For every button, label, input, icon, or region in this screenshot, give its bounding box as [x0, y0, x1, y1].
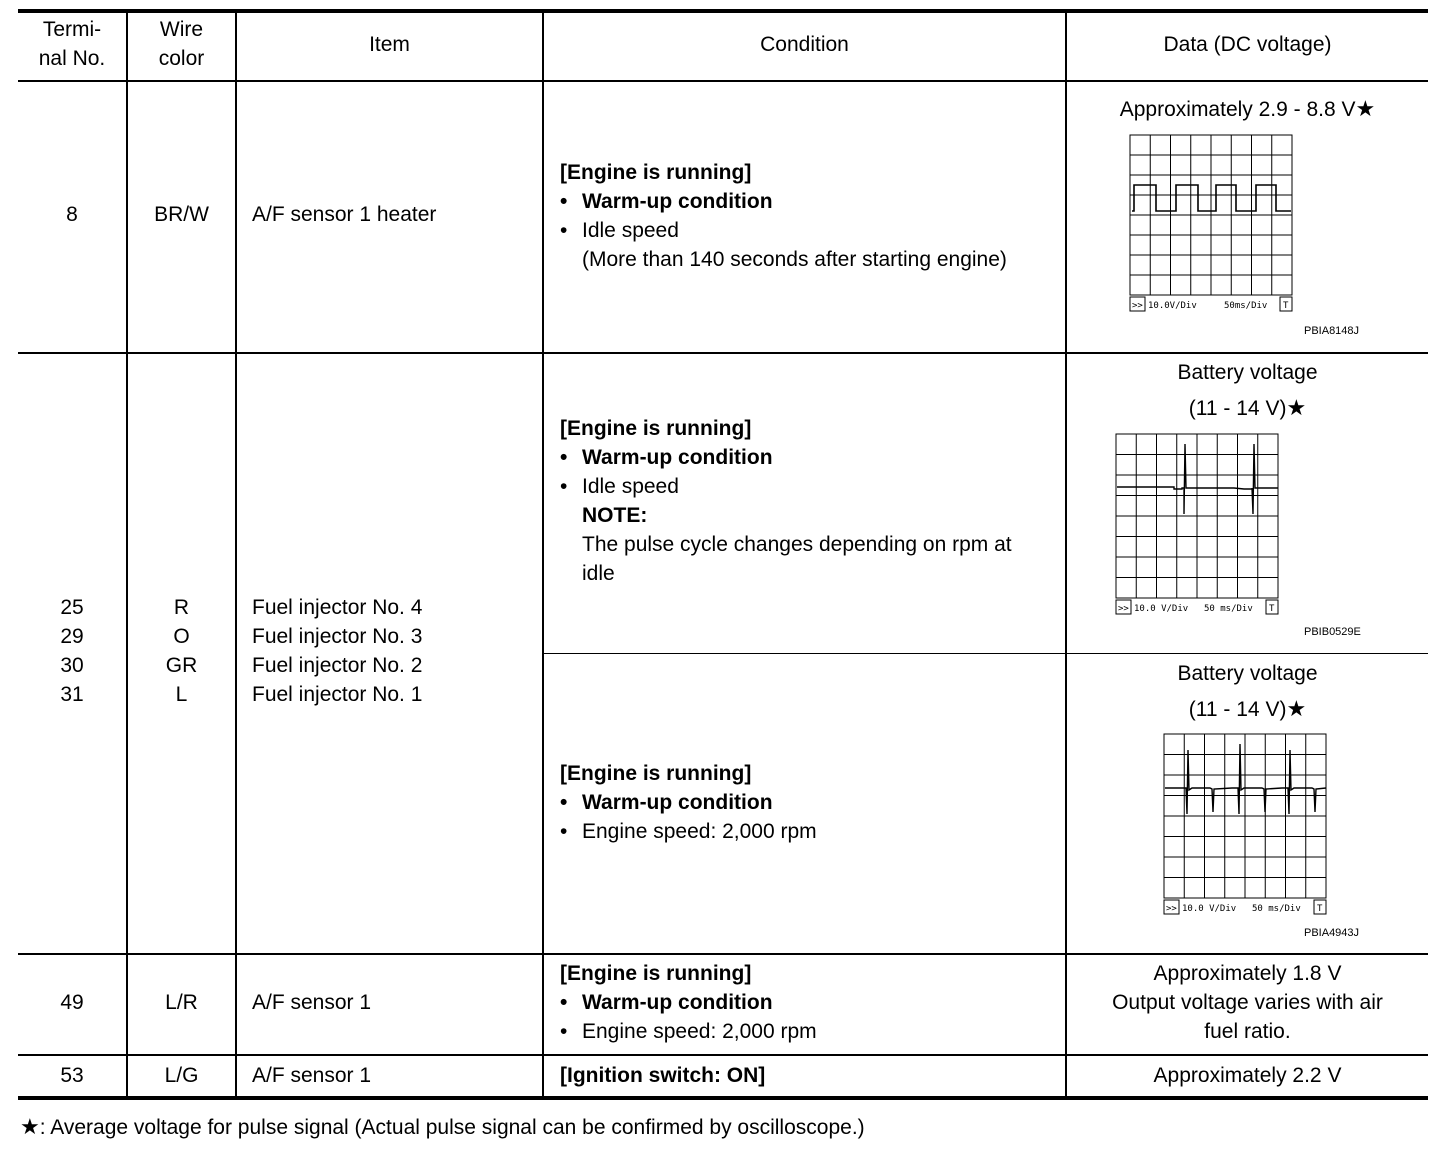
row49-data-line1: Approximately 1.8 V	[1153, 962, 1342, 985]
column-divider	[235, 11, 237, 1098]
header-terminal	[18, 15, 126, 73]
idle-condition-warmup: Warm-up condition	[582, 446, 773, 469]
row8-condition-idle: Idle speed	[582, 219, 679, 242]
rpm-data	[1067, 659, 1428, 724]
row49-condition-heading: [Engine is running]	[560, 962, 752, 985]
footnote-text: : Average voltage for pulse signal (Actual pulse signal can be confirmed by oscilloscope.)	[39, 1116, 865, 1139]
rpm-condition-bullet: •	[560, 820, 568, 843]
column-divider	[126, 11, 128, 1098]
scope-time-div: 50ms/Div	[1224, 301, 1268, 311]
injector-items	[252, 593, 422, 709]
row49-data-line2: Output voltage varies with air	[1112, 991, 1383, 1014]
header-wire-line2: color	[158, 47, 205, 70]
oscilloscope-waveform-heater	[1128, 133, 1296, 315]
row49-condition-bullet: •	[560, 1020, 568, 1043]
header-wire	[128, 15, 235, 73]
row49-data	[1067, 959, 1428, 1046]
header-wire-line1: Wire	[159, 18, 204, 41]
idle-condition-note-text: The pulse cycle changes depending on rpm at	[582, 533, 1012, 556]
row49-condition-bullet: •	[560, 991, 568, 1014]
row8-condition-note: (More than 140 seconds after starting engine)	[582, 248, 1007, 271]
oscilloscope-waveform-2000rpm	[1162, 732, 1330, 916]
row53-wire: L/G	[164, 1064, 199, 1087]
oscilloscope-waveform-idle	[1114, 432, 1282, 616]
idle-condition-note-text: idle	[582, 562, 615, 585]
injector-terminal: 30	[60, 654, 84, 677]
footnote	[20, 1112, 865, 1142]
scope-volt-div: 10.0 V/Div	[1182, 904, 1237, 914]
idle-data-line1: Battery voltage	[1177, 361, 1318, 384]
figure-caption: PBIB0529E	[1304, 626, 1361, 638]
injector-wire: L	[175, 683, 188, 706]
row8-item: A/F sensor 1 heater	[252, 203, 437, 226]
injector-wires	[128, 593, 235, 709]
row49-terminal: 49	[60, 991, 84, 1014]
figure-caption: PBIA8148J	[1304, 325, 1360, 337]
row8-condition-heading: [Engine is running]	[560, 161, 752, 184]
row8-data	[1067, 94, 1428, 124]
column-divider	[1065, 11, 1067, 1098]
idle-condition-bullet: •	[560, 446, 568, 469]
idle-data-line2	[1067, 393, 1428, 423]
row53-item: A/F sensor 1	[252, 1064, 372, 1087]
row8-wire: BR/W	[154, 203, 209, 226]
scope-volt-div: 10.0V/Div	[1148, 301, 1197, 311]
star-icon: ★	[1286, 696, 1307, 721]
header-terminal-line2: nal No.	[38, 47, 106, 70]
injector-terminal: 29	[60, 625, 84, 648]
idle-condition-bullet: •	[560, 475, 568, 498]
scope-trigger: T	[1283, 301, 1289, 311]
injector-terminals	[18, 593, 126, 709]
injector-wire: O	[173, 625, 190, 648]
rpm-data-line2	[1067, 694, 1428, 724]
row-divider	[18, 352, 1428, 354]
injector-item: Fuel injector No. 1	[252, 683, 423, 706]
rpm-condition-heading: [Engine is running]	[560, 762, 752, 785]
scope-time-div: 50 ms/Div	[1204, 604, 1253, 614]
row-divider	[18, 953, 1428, 955]
row49-condition-speed: Engine speed: 2,000 rpm	[582, 1020, 817, 1043]
row8-terminal: 8	[66, 203, 78, 226]
row-divider	[18, 1054, 1428, 1056]
header-condition: Condition	[760, 33, 849, 56]
injector-item: Fuel injector No. 2	[252, 654, 423, 677]
scope-volt-div: 10.0 V/Div	[1134, 604, 1189, 614]
injector-terminal: 25	[60, 596, 84, 619]
idle-condition-heading: [Engine is running]	[560, 417, 752, 440]
header-bottom-rule	[18, 80, 1428, 82]
table-top-rule	[18, 9, 1428, 13]
star-icon: ★	[20, 1114, 40, 1139]
column-divider	[542, 11, 544, 1098]
rpm-data-line1: Battery voltage	[1177, 662, 1318, 685]
row49-wire: L/R	[165, 991, 198, 1014]
scope-time-div: 50 ms/Div	[1252, 904, 1301, 914]
row8-data-value: Approximately 2.9 - 8.8 V	[1119, 98, 1356, 121]
injector-wire: GR	[165, 654, 198, 677]
scope-mark: >>	[1132, 301, 1143, 311]
rpm-condition-speed: Engine speed: 2,000 rpm	[582, 820, 817, 843]
rpm-data-range: (11 - 14 V)	[1188, 698, 1287, 721]
row49-data-line3: fuel ratio.	[1204, 1020, 1291, 1043]
row8-condition-bullet: •	[560, 190, 568, 213]
row-divider	[543, 653, 1428, 654]
injector-wire: R	[173, 596, 190, 619]
scope-trigger: T	[1317, 904, 1323, 914]
idle-condition-idle: Idle speed	[582, 475, 679, 498]
star-icon: ★	[1355, 96, 1376, 121]
header-terminal-line1: Termi-	[42, 18, 102, 41]
figure-caption: PBIA4943J	[1304, 927, 1360, 939]
row53-terminal: 53	[60, 1064, 84, 1087]
idle-condition-note-label: NOTE:	[582, 504, 648, 527]
row53-data: Approximately 2.2 V	[1153, 1064, 1342, 1087]
injector-item: Fuel injector No. 3	[252, 625, 423, 648]
row49-condition-warmup: Warm-up condition	[582, 991, 773, 1014]
row8-condition-warmup: Warm-up condition	[582, 190, 773, 213]
scope-mark: >>	[1118, 604, 1129, 614]
row8-condition-bullet: •	[560, 219, 568, 242]
star-icon: ★	[1286, 395, 1307, 420]
scope-trigger: T	[1269, 604, 1275, 614]
header-data: Data (DC voltage)	[1163, 33, 1332, 56]
scope-mark: >>	[1166, 904, 1177, 914]
injector-item: Fuel injector No. 4	[252, 596, 423, 619]
idle-data-range: (11 - 14 V)	[1188, 397, 1287, 420]
table-bottom-rule	[18, 1096, 1428, 1100]
row53-condition: [Ignition switch: ON]	[560, 1064, 766, 1087]
header-item: Item	[369, 33, 410, 56]
injector-terminal: 31	[60, 683, 84, 706]
row49-item: A/F sensor 1	[252, 991, 372, 1014]
rpm-condition-warmup: Warm-up condition	[582, 791, 773, 814]
idle-data	[1067, 358, 1428, 423]
rpm-condition-bullet: •	[560, 791, 568, 814]
